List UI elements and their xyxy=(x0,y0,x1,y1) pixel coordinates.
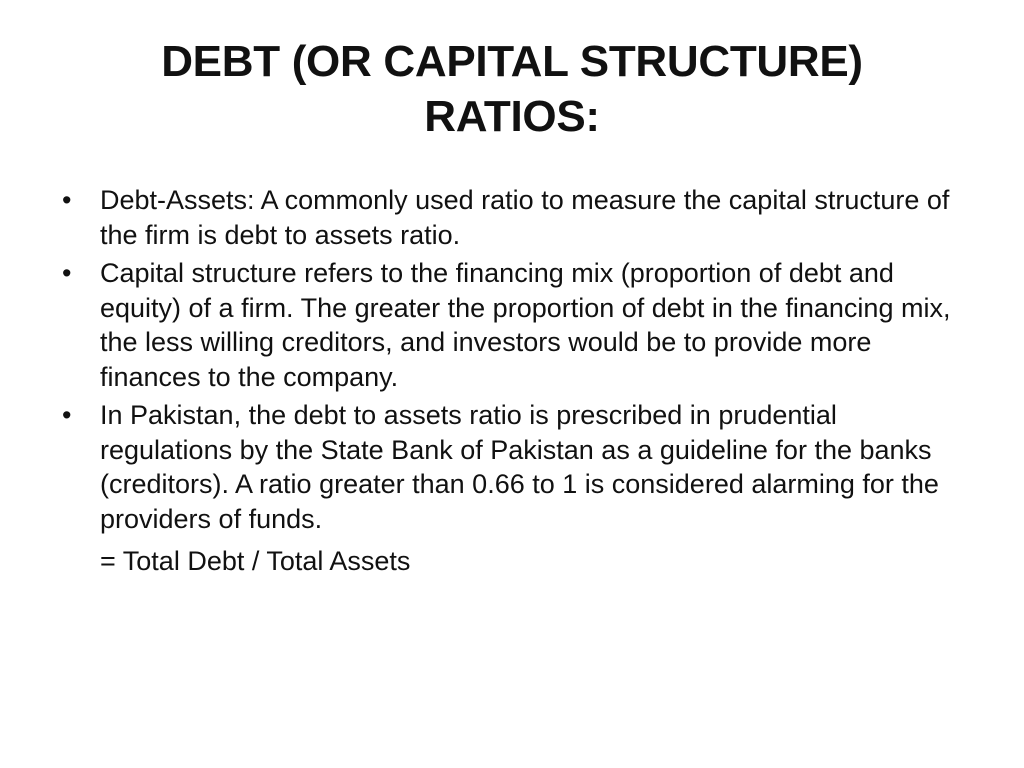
slide-title: DEBT (OR CAPITAL STRUCTURE) RATIOS: xyxy=(161,37,863,141)
bullet-icon: • xyxy=(62,400,72,430)
list-item xyxy=(56,398,976,536)
slide-body xyxy=(56,183,976,579)
bullet-text: Debt-Assets: A commonly used ratio to measure the capital structure of the firm is debt to assets ratio. xyxy=(100,185,950,250)
bullet-text: Capital structure refers to the financing mix (proportion of debt and equity) of a firm. The greater the proportion of debt in the financing mix, the less willing creditors, and investors would be to provide more finances to the company. xyxy=(100,258,951,392)
list-item xyxy=(56,183,976,252)
list-item xyxy=(56,256,976,394)
bullet-list xyxy=(56,183,976,536)
formula-text: = Total Debt / Total Assets xyxy=(100,546,411,576)
bullet-icon: • xyxy=(62,258,72,288)
bullet-text: In Pakistan, the debt to assets ratio is prescribed in prudential regulations by the State Bank of Pakistan as a guideline for the banks (creditors). A ratio greater than 0.66 to 1 is considered alarming for the providers of funds. xyxy=(100,400,939,534)
bullet-icon: • xyxy=(62,185,72,215)
